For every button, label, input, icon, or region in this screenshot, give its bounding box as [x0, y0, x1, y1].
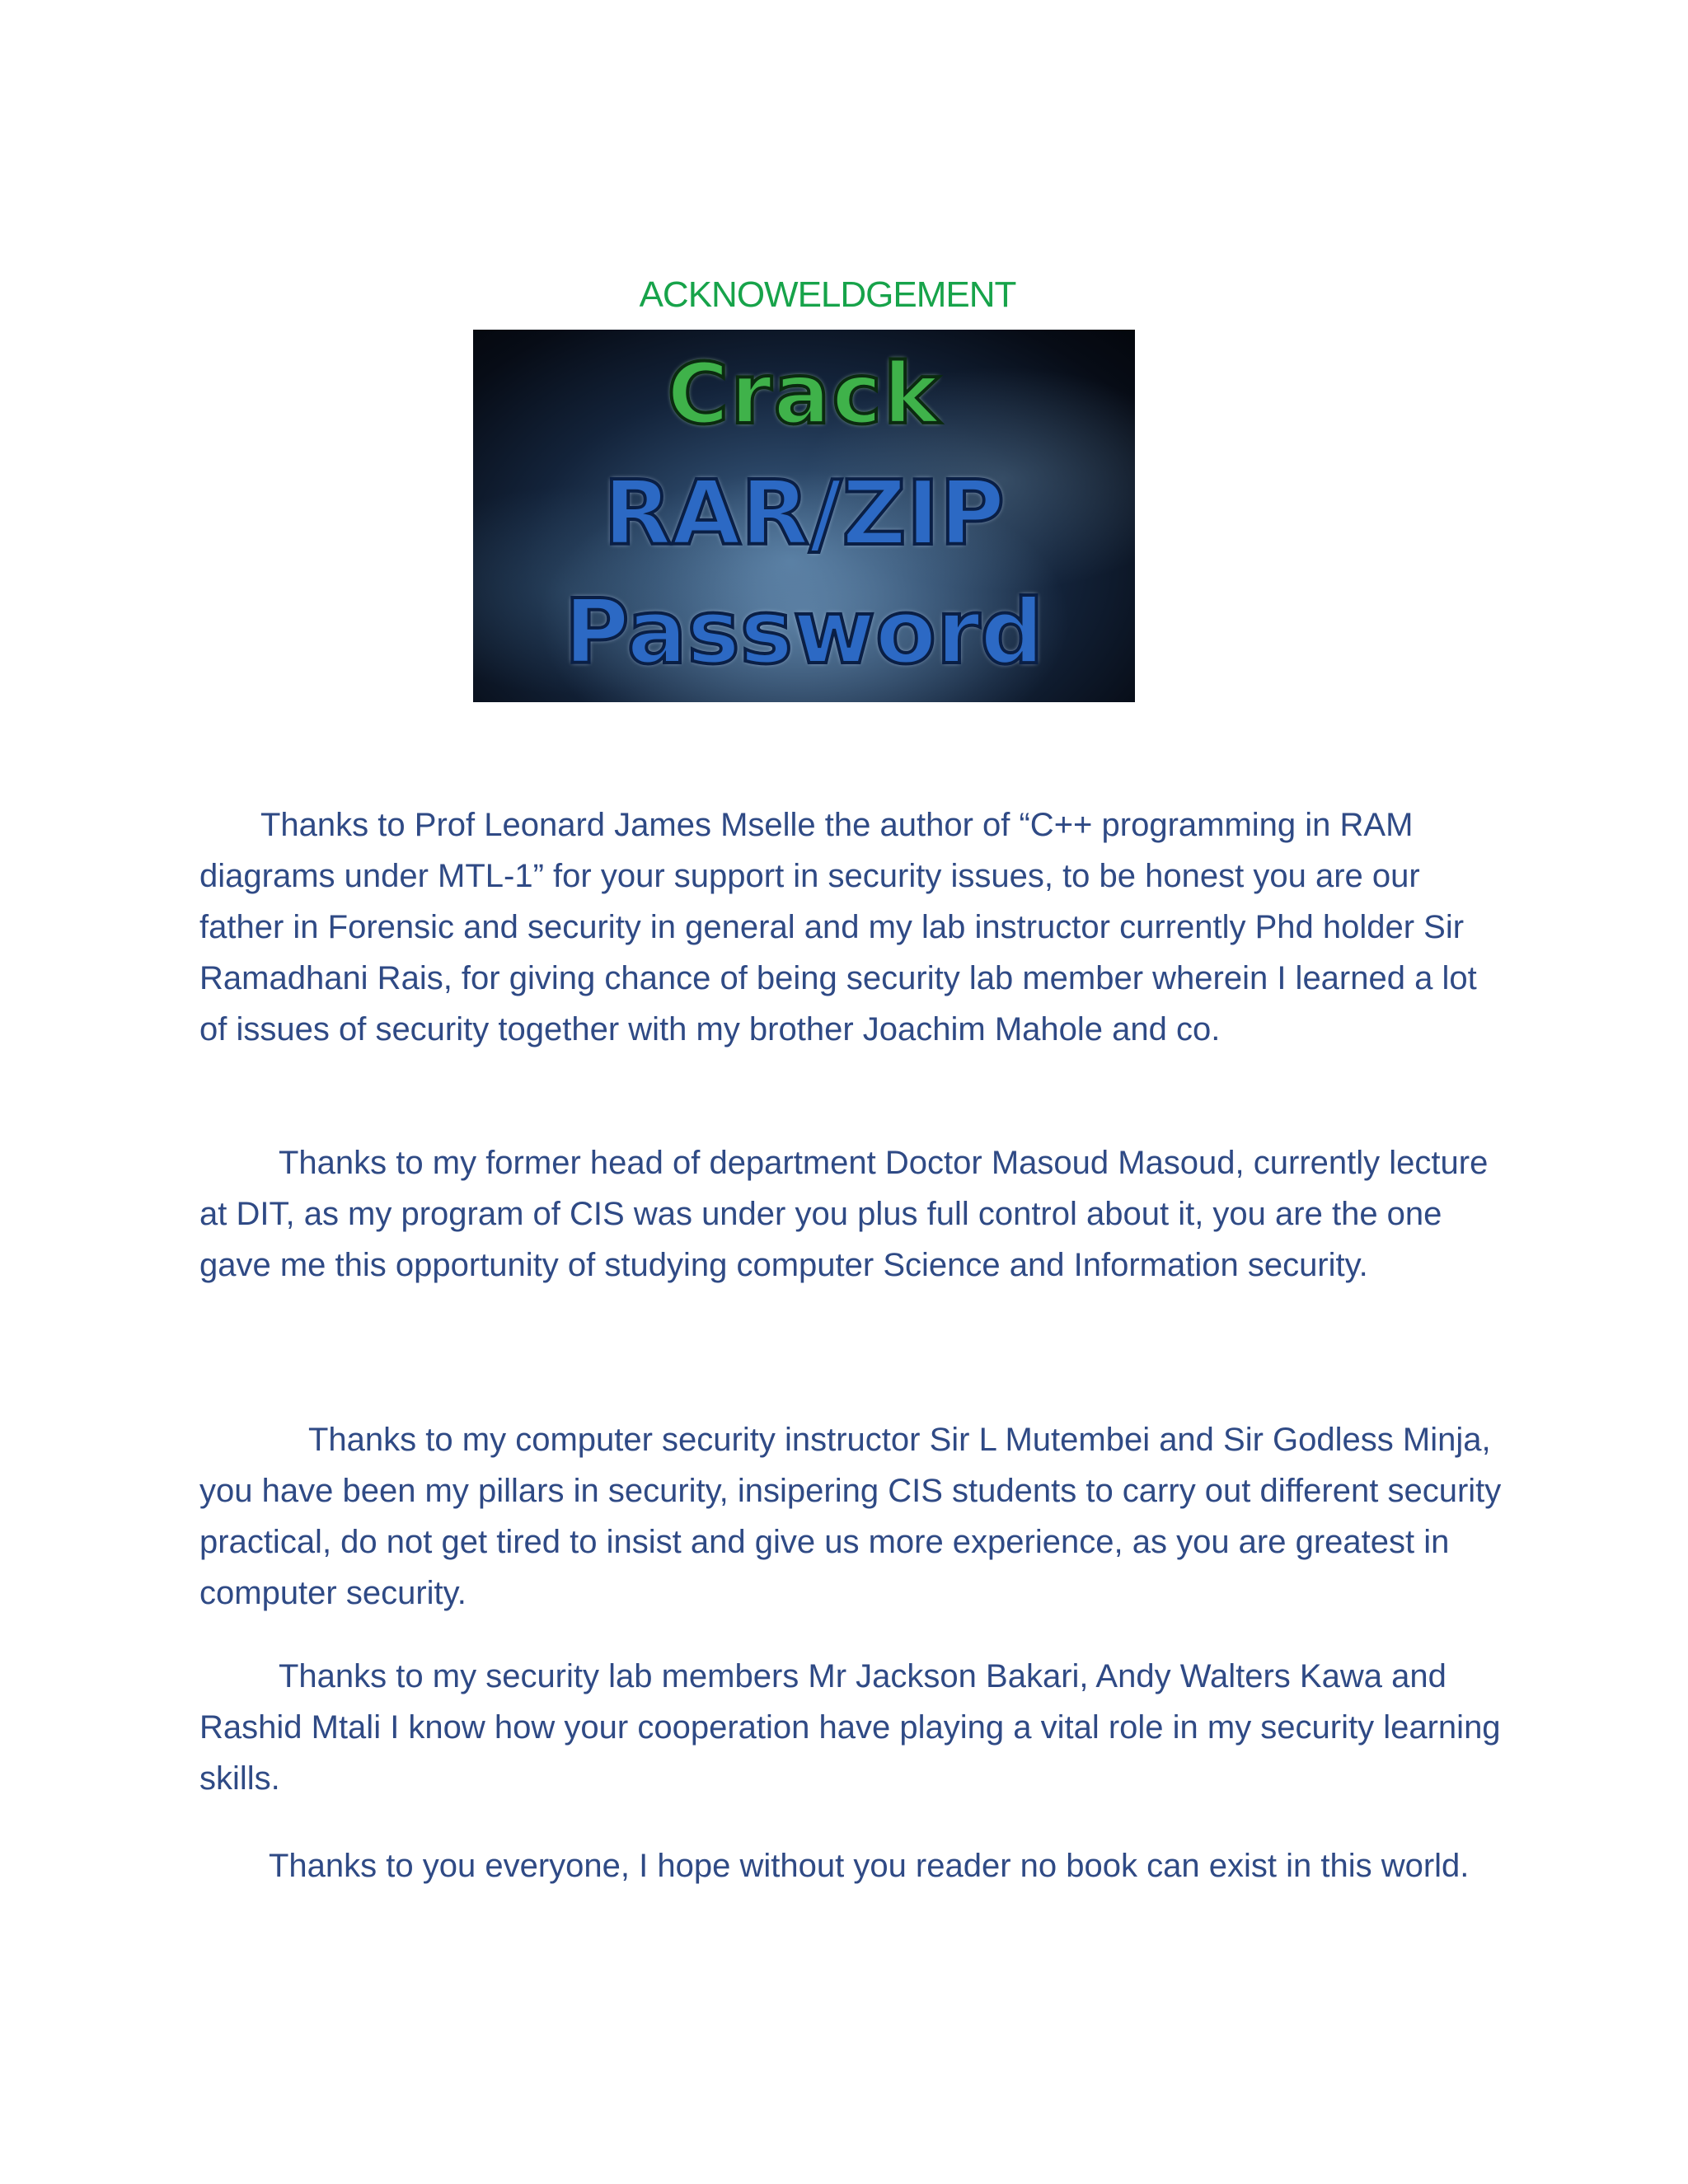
- banner-word-crack: Crack: [667, 345, 941, 443]
- crack-rar-zip-banner-image: [473, 330, 1135, 702]
- banner-word-rar-zip: RAR/ZIP: [603, 462, 1005, 565]
- paragraph-readers: Thanks to you everyone, I hope without you reader no book can exist in this world.: [269, 1848, 1470, 1884]
- paragraph-prof-mselle: Thanks to Prof Leonard James Mselle the author of “C++ programming in RAM diagrams under MTL-1” for your support in security issues, to be honest you are our father in Forensic and security in general and my lab instructor currently Phd holder Sir Ramadhani Rais, for giving chance of being security lab member wherein I learned a lot of issues of security together with my brother Joachim Mahole and co.: [199, 807, 1477, 1047]
- page-title: ACKNOWELDGEMENT: [639, 274, 1016, 315]
- paragraph-lab-members: Thanks to my security lab members Mr Jackson Bakari, Andy Walters Kawa and Rashid Mtali I know how your cooperation have playing a vital role in my security learning skills.: [199, 1658, 1501, 1797]
- paragraph-head-of-department: Thanks to my former head of department Doctor Masoud Masoud, currently lecture at DIT, as my program of CIS was under you plus full control about it, you are the one gave me this opportunity of studying computer Science and Information security.: [199, 1145, 1489, 1283]
- paragraph-security-instructors: Thanks to my computer security instructor Sir L Mutembei and Sir Godless Minja, you have been my pillars in security, insipering CIS students to carry out different security practical, do not get tired to insist and give us more experience, as you are greatest in computer security.: [199, 1422, 1502, 1611]
- banner-word-password: Password: [564, 581, 1044, 684]
